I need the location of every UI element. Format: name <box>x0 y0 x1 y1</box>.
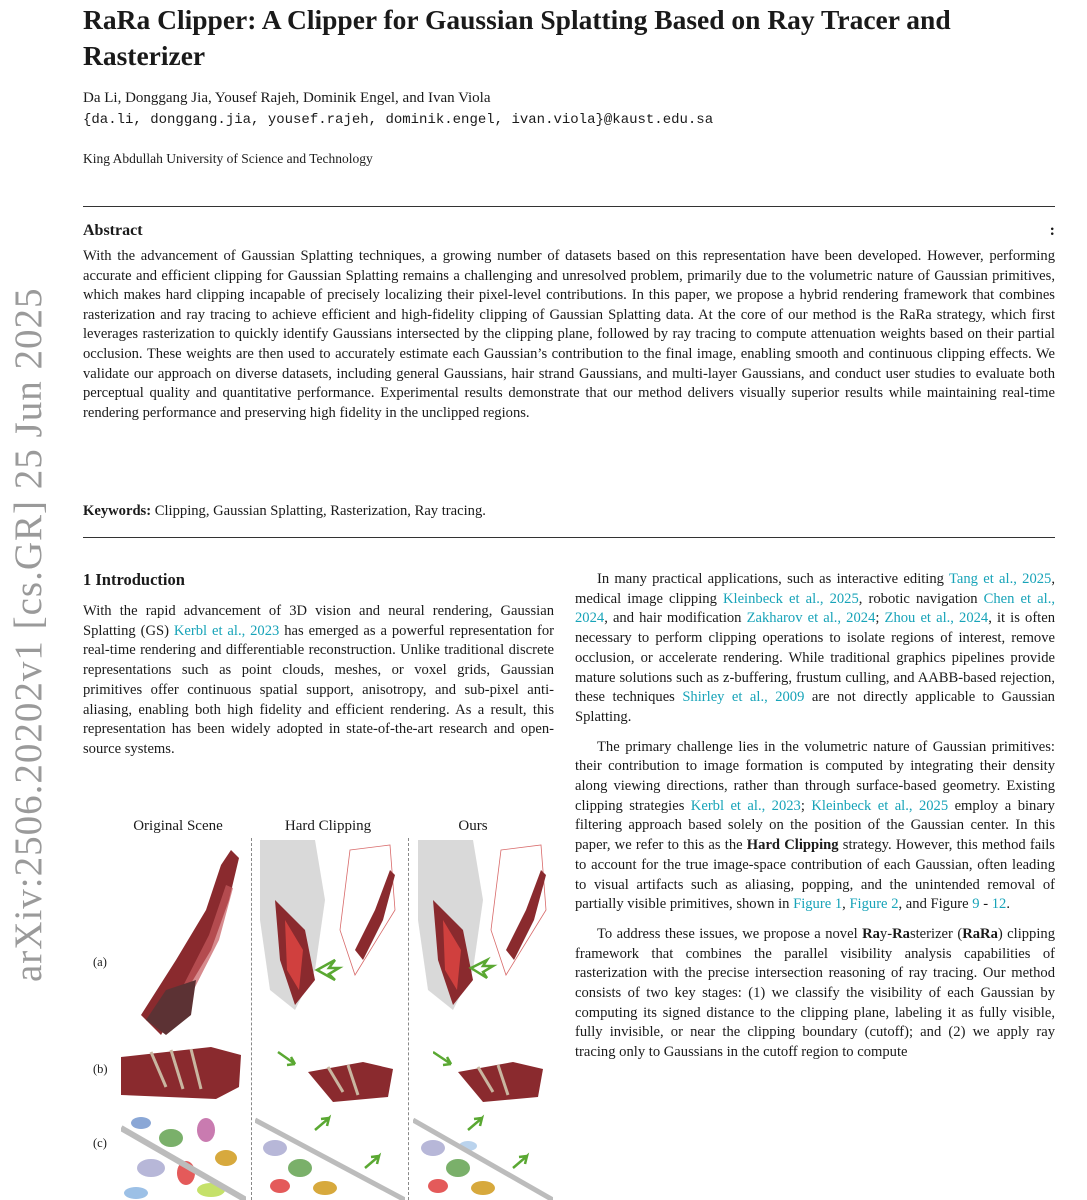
citation-link[interactable]: Kerbl et al., 2023 <box>173 622 280 639</box>
figure-link[interactable]: 12 <box>991 896 1007 913</box>
text-span: are not directly applicable to Gaussian Splatting. <box>575 689 1055 725</box>
image-b-ours <box>433 1047 553 1107</box>
text-span: , robotic navigation <box>858 590 984 607</box>
figure-column-header: Ours <box>458 818 488 834</box>
right-column <box>575 570 1055 1073</box>
bold-term: Ra <box>892 925 910 942</box>
paper-title: RaRa Clipper: A Clipper for Gaussian Splatting Based on Ray Tracer and Rasterizer <box>83 4 951 71</box>
bottom-rule <box>83 537 1055 538</box>
abstract-text: With the advancement of Gaussian Splatting techniques, a growing number of datasets based on this representation have been developed. However, performing accurate and efficient clipping for Gaussian Splatting remains a challenging and unresolved problem, primarily due to the volumetric nature of Gaussian primitives, which makes hard clipping incapable of precisely localizing their pixel-level contributions. In this paper, we propose a hybrid rendering framework that combines rasterization and ray tracing to achieve efficient and high-fidelity clipping of Gaussian Splatting data. At the core of our method is the RaRa strategy, which first leverages rasterization to quickly identify Gaussians intersected by the clipping plane, followed by ray tracing to compute attenuation weights based on their partial occlusion. These weights are then used to accurately estimate each Gaussian’s contribution to the final image, enabling smooth and continuous clipping effects. We validate our approach on diverse datasets, including general Gaussians, hair strand Gaussians, and multi-layer Gaussians, and conduct user studies to evaluate both perceptual quality and quantitative performance. Experimental results demonstrate that our method delivers visually superior results while maintaining real-time rendering performance and preserving high fidelity in the unclipped regions. <box>83 248 1055 421</box>
citation-link[interactable]: Kleinbeck et al., 2025 <box>722 590 859 607</box>
figure-column-header: Original Scene <box>133 818 223 834</box>
text-span: strategy. However, this method fails to account for the true image-space contribution of each Gaussian, often leading to visual artifacts such as aliasing, popping, and the unintended removal of partially visible primitives, shown in <box>575 837 1055 913</box>
intro-paragraph-1 <box>83 602 554 760</box>
text-span: , and Figure <box>898 896 973 913</box>
bold-term: Hard Clipping <box>746 837 839 854</box>
citation-link[interactable]: Shirley et al., 2009 <box>682 689 805 706</box>
image-c-ours <box>413 1108 553 1200</box>
abstract-colon: : <box>1049 222 1055 239</box>
bold-term: Ra <box>862 925 880 942</box>
figure-link[interactable]: Figure 2 <box>849 896 899 913</box>
figure-column-header: Hard Clipping <box>284 818 372 834</box>
text-span: y- <box>879 925 893 942</box>
text-span: With the rapid advancement of 3D vision and neural rendering, Gaussian Splatting (GS) <box>83 603 554 639</box>
figure-row-label: (c) <box>93 1136 107 1150</box>
citation-link[interactable]: Zakharov et al., 2024 <box>746 610 876 627</box>
figure-divider <box>251 838 252 1200</box>
image-b-hard-clipping <box>273 1047 403 1107</box>
affiliation: King Abdullah University of Science and Technology <box>83 151 373 166</box>
citation-link[interactable]: Kleinbeck et al., 2025 <box>811 797 949 814</box>
text-span: The primary challenge lies in the volumetric nature of Gaussian primitives: their contribution to image formation is computed by integrating their density along viewing directions, rather than through surface-based geometry. Existing clipping strategies <box>575 738 1055 814</box>
citation-link[interactable]: Tang et al., 2025 <box>948 571 1052 587</box>
intro-paragraph-3 <box>575 738 1055 915</box>
text-span: . <box>1006 896 1010 913</box>
figure-link[interactable]: Figure 1 <box>793 896 843 913</box>
figure-row-label: (b) <box>93 1062 108 1076</box>
keywords <box>83 503 486 520</box>
image-b-original <box>121 1047 246 1102</box>
text-span: , and hair modification <box>604 610 747 627</box>
top-rule <box>83 206 1055 207</box>
section-heading-introduction: 1 Introduction <box>83 570 185 589</box>
intro-paragraph-4 <box>575 925 1055 1063</box>
keywords-label: Keywords: <box>83 503 152 519</box>
text-span: ; <box>875 610 885 627</box>
text-span: has emerged as a powerful representation for real-time rendering and differentiable reconstruction. Unlike traditional discrete representations such as point clouds, meshes, or voxel grids, Gaussian primitives offer continuous spatial support, anisotropy, and sub-pixel anti-aliasing, enabling both high fidelity and efficient rendering. As a result, this representation has been widely adopted in state-of-the-art research and open-source systems. <box>83 622 554 757</box>
text-span: - <box>979 896 992 913</box>
text-span: To address these issues, we propose a novel <box>597 925 863 942</box>
figure-row-label: (a) <box>93 955 107 969</box>
text-span: , medical image clipping <box>575 571 1055 607</box>
image-a-ours <box>413 840 553 1040</box>
abstract-heading <box>83 222 1055 240</box>
citation-link[interactable]: Chen et al., 2024 <box>575 590 1056 627</box>
abstract-title: Abstract <box>83 222 143 239</box>
keywords-text: Clipping, Gaussian Splatting, Rasterization, Ray tracing. <box>151 503 486 519</box>
bold-term: RaRa <box>962 925 998 942</box>
image-a-hard-clipping <box>255 840 405 1040</box>
text-span: employ a binary filtering approach based solely on the position of the Gaussian center. In this paper, we refer to this as the <box>575 797 1055 854</box>
figure-1 <box>83 810 554 1200</box>
figure-link[interactable]: 9 <box>972 896 980 913</box>
author-list: Da Li, Donggang Jia, Yousef Rajeh, Dominik Engel, and Ivan Viola <box>83 90 491 106</box>
text-span: In many practical applications, such as interactive editing <box>597 571 949 587</box>
arxiv-stamp: arXiv:2506.20202v1 [cs.GR] 25 Jun 2025 <box>7 287 50 983</box>
image-c-hard-clipping <box>255 1108 405 1200</box>
image-a-original <box>121 840 246 1040</box>
figure-divider <box>408 838 409 1200</box>
intro-paragraph-2 <box>575 570 1055 728</box>
text-span: ) clipping framework that combines the parallel visibility analysis capabilities of rasterization with the precise intersection reasoning of ray tracing. Our method consists of two key stages: (1) we classify the visibility of each Gaussian by computing its signed distance to the clipping plane, labeling it as fully visible, fully invisible, or near the clipping boundary (cutoff); and (2) we apply ray tracing only to Gaussians in the cutoff region to compute <box>575 925 1055 1061</box>
author-emails: {da.li, donggang.jia, yousef.rajeh, dominik.engel, ivan.viola}@kaust.edu.sa <box>83 112 714 128</box>
text-span: ; <box>800 797 812 814</box>
text-span: , it is often necessary to perform clipping operations to isolate regions of interest, remove occlusion, or accelerate rendering. While traditional graphics pipelines provide mature solutions such as z-buffering, frustum culling, and AABB-based rejection, these techniques <box>575 610 1056 706</box>
citation-link[interactable]: Zhou et al., 2024 <box>884 610 989 627</box>
text-span: , <box>842 896 850 913</box>
image-c-original <box>121 1108 246 1200</box>
text-span: sterizer ( <box>909 925 963 942</box>
citation-link[interactable]: Kerbl et al., 2023 <box>690 797 801 814</box>
